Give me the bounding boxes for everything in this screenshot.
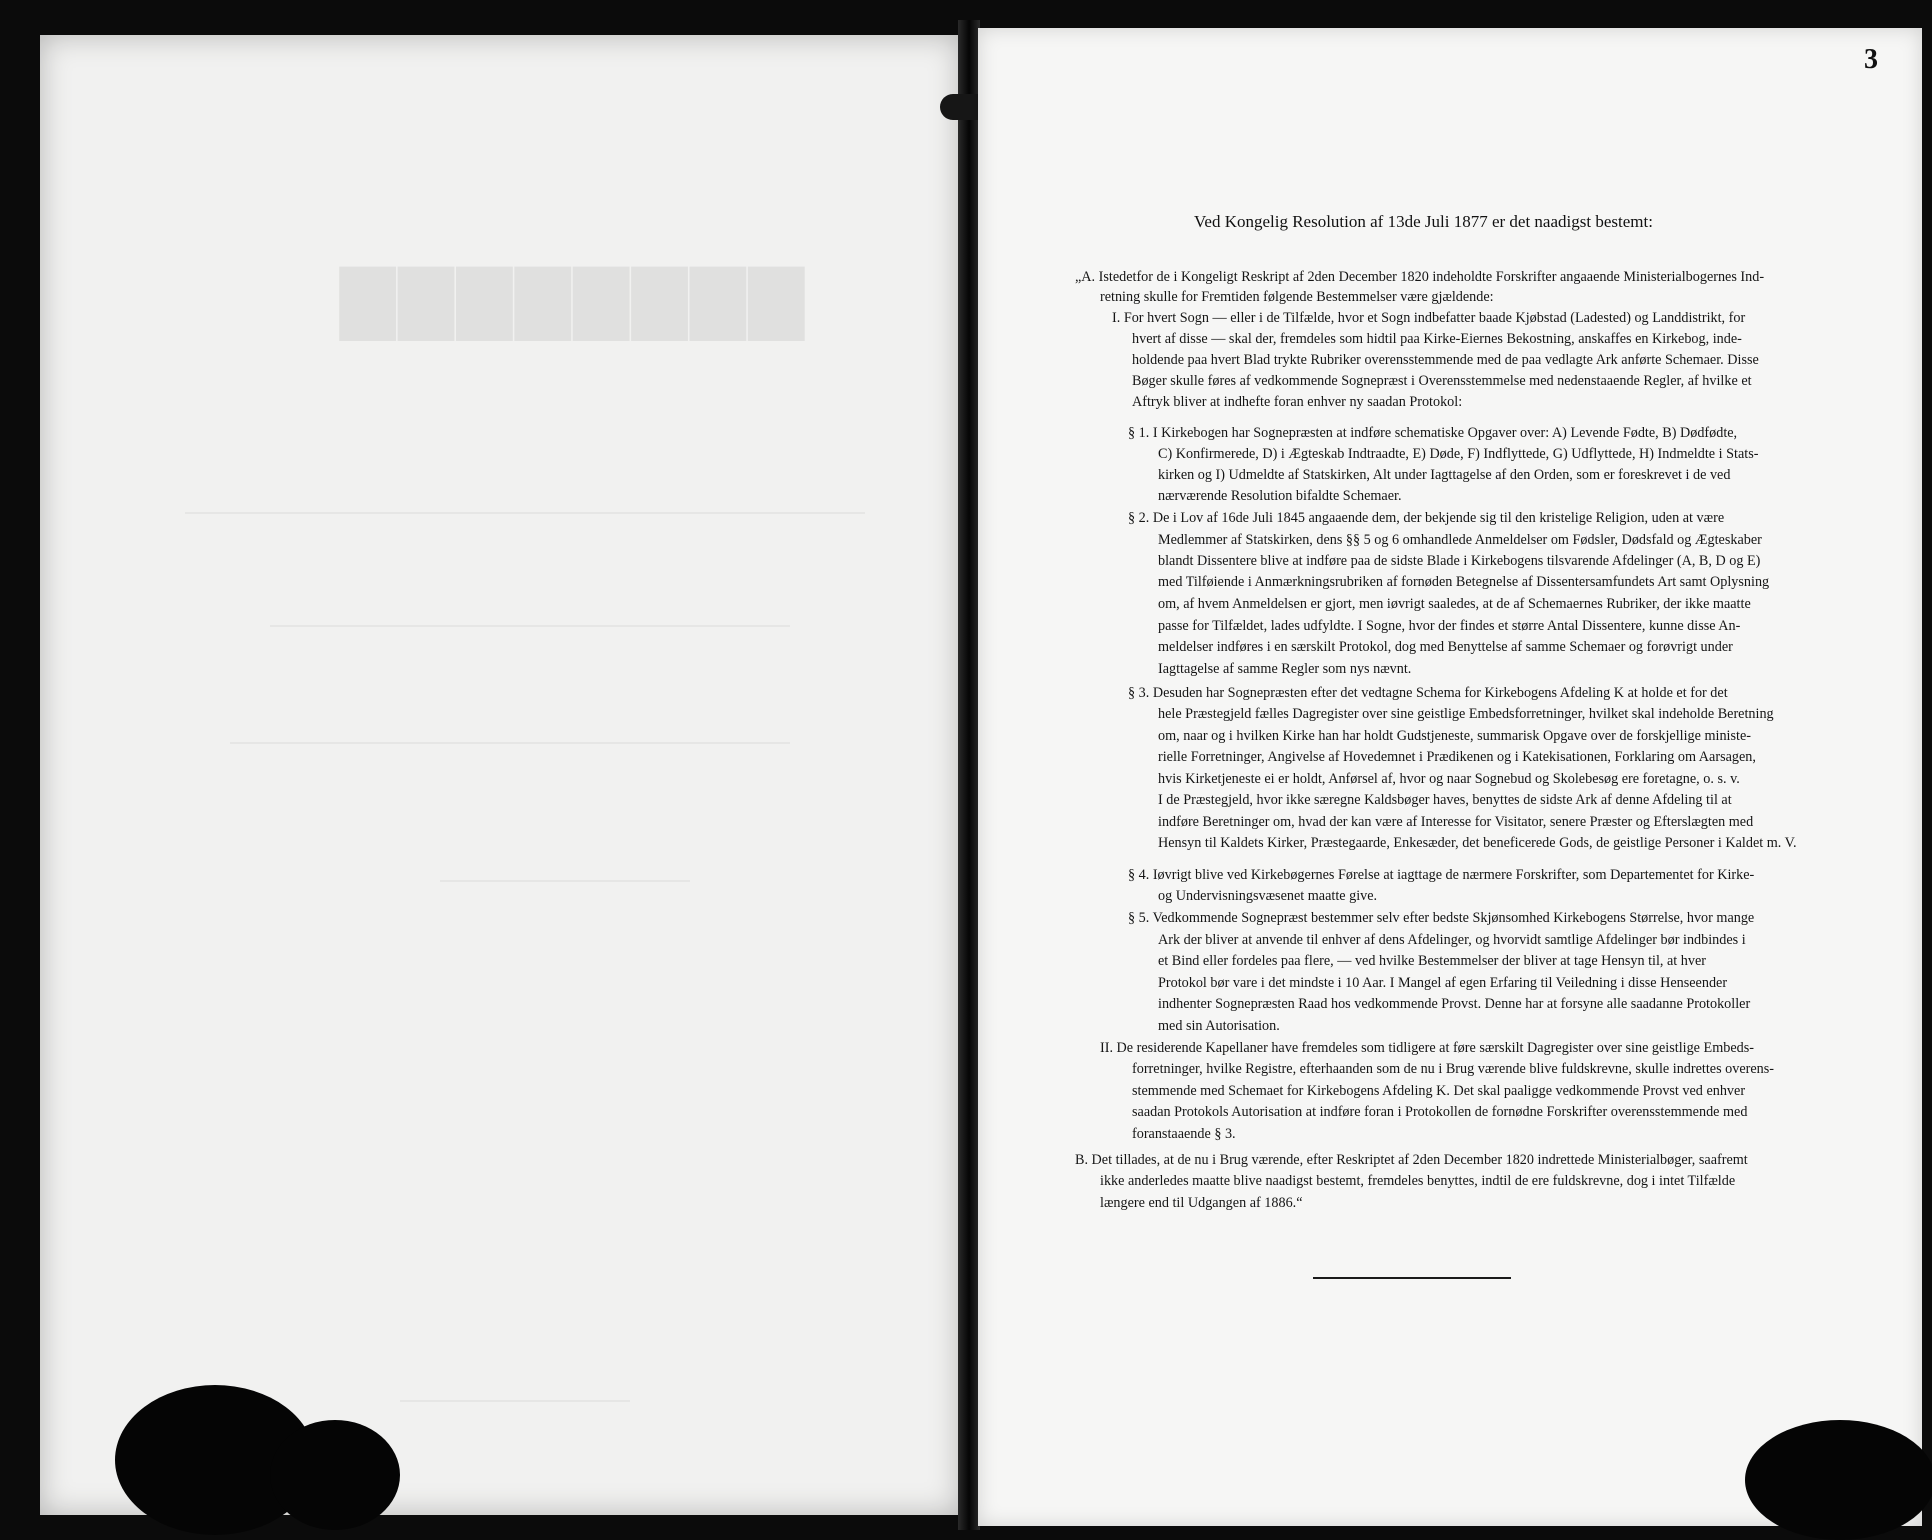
text-line: meldelser indføres i en særskilt Protokol, dog med Benyttelse af samme Schemaer og forøvrigt under xyxy=(1158,639,1733,655)
text-line: om, naar og i hvilken Kirke han har holdt Gudstjeneste, summarisk Opgave over de forskjellige ministe- xyxy=(1158,728,1751,744)
text-line: hele Præstegjeld fælles Dagregister over sine geistlige Embedsforretninger, hvilket skal indeholde Beretning xyxy=(1158,706,1774,722)
scan-stain-right xyxy=(1745,1420,1932,1540)
text-line: „A. Istedetfor de i Kongeligt Reskript af 2den December 1820 indeholdte Forskrifter angaaende Ministerialbogernes Ind- xyxy=(1075,269,1765,285)
text-line: med sin Autorisation. xyxy=(1158,1018,1280,1034)
text-line: forretninger, hvilke Registre, efterhaanden som de nu i Brug værende blive fuldskrevne, skulle indrettes overens- xyxy=(1132,1061,1775,1077)
text-line: indføre Beretninger om, hvad der kan være af Interesse for Visitator, senere Præster og Efterslægten med xyxy=(1158,814,1754,830)
text-line: C) Konfirmerede, D) i Ægteskab Indtraadte, E) Døde, F) Indflyttede, G) Udflyttede, H) Indmeldte i Stats- xyxy=(1158,446,1759,462)
text-line: I. For hvert Sogn — eller i de Tilfælde, hvor et Sogn indbefatter baade Kjøbstad (Ladested) og Landdistrikt, for xyxy=(1112,310,1746,326)
text-line: Bøger skulle føres af vedkommende Sognepræst i Overensstemmelse med nedenstaaende Regler, af hvilke et xyxy=(1132,373,1752,389)
scan-stain-left xyxy=(270,1420,400,1530)
resolution-heading: Ved Kongelig Resolution af 13de Juli 1877 er det naadigst bestemt: xyxy=(1194,212,1653,231)
text-line: Hensyn til Kaldets Kirker, Præstegaarde, Enkesæder, det beneficerede Gods, de geistlige Personer i Kaldet m. V. xyxy=(1158,835,1797,851)
page-number: 3 xyxy=(1864,44,1878,75)
text-line: § 1. I Kirkebogen har Sognepræsten at indføre schematiske Opgaver over: A) Levende Fødte, B) Dødfødte, xyxy=(1128,425,1738,441)
text-line: Medlemmer af Statskirken, dens §§ 5 og 6 omhandlede Anmeldelser om Fødsler, Dødsfald og Ægteskaber xyxy=(1158,532,1762,548)
text-line: hvis Kirketjeneste ei er holdt, Anførsel af, hvor og naar Sognebud og Skolebesøg ere foretagne, o. s. v. xyxy=(1158,771,1740,787)
text-line: § 2. De i Lov af 16de Juli 1845 angaaende dem, der bekjende sig til den kristelige Religion, uden at være xyxy=(1128,510,1725,526)
text-line: Protokol bør vare i det mindste i 10 Aar. I Mangel af egen Erfaring til Veiledning i disse Henseender xyxy=(1158,975,1728,991)
text-line: Ark der bliver at anvende til enhver af dens Afdelinger, og hvorvidt samtlige Afdelinger bør indbindes i xyxy=(1158,932,1746,948)
book-gutter xyxy=(958,20,980,1530)
text-line: retning skulle for Fremtiden følgende Bestemmelser være gjældende: xyxy=(1100,289,1494,305)
bleed-through-line xyxy=(270,625,790,627)
bleed-through-line xyxy=(185,512,865,514)
text-line: foranstaaende § 3. xyxy=(1132,1126,1236,1142)
text-line: indhenter Sognepræsten Raad hos vedkommende Provst. Denne har at forsyne alle saadanne Protokoller xyxy=(1158,996,1751,1012)
text-line: Aftryk bliver at indhefte foran enhver ny saadan Protokol: xyxy=(1132,394,1463,410)
text-line: et Bind eller fordeles paa flere, — ved hvilke Bestemmelser der bliver at tage Hensyn til, at hver xyxy=(1158,953,1706,969)
text-line: med Tilføiende i Anmærkningsrubriken af fornøden Betegnelse af Dissentersamfundets Art samt Oplysning xyxy=(1158,574,1770,590)
text-line: I de Præstegjeld, hvor ikke særegne Kaldsbøger haves, benyttes de sidste Ark af denne Afdeling til at xyxy=(1158,792,1732,808)
text-line: B. Det tillades, at de nu i Brug værende, efter Reskriptet af 2den December 1820 indrettede Ministerialbøger, saafremt xyxy=(1075,1152,1748,1168)
text-line: passe for Tilfældet, lades udfyldte. I Sogne, hvor der findes et større Antal Dissentere, kunne disse An- xyxy=(1158,618,1741,634)
text-line: og Undervisningsvæsenet maatte give. xyxy=(1158,888,1378,904)
text-line: II. De residerende Kapellaner have fremdeles som tidligere at føre særskilt Dagregister over sine geistlige Embeds- xyxy=(1100,1040,1754,1056)
text-line: nærværende Resolution bifaldte Schemaer. xyxy=(1158,488,1402,504)
text-line: længere end til Udgangen af 1886.“ xyxy=(1100,1195,1303,1211)
text-line: hvert af disse — skal der, fremdeles som hidtil paa Kirke-Eiernes Bekostning, anskaffes en Kirkebog, inde- xyxy=(1132,331,1742,347)
text-line: saadan Protokols Autorisation at indføre foran i Protokollen de fornødne Forskrifter overensstemmende med xyxy=(1132,1104,1748,1120)
bleed-through-line xyxy=(440,880,690,882)
text-line: stemmende med Schemaet for Kirkebogens Afdeling K. Det skal paaligge vedkommende Provst ved enhver xyxy=(1132,1083,1746,1099)
text-line: § 3. Desuden har Sognepræsten efter det vedtagne Schema for Kirkebogens Afdeling K at holde et for det xyxy=(1128,685,1728,701)
text-line: § 4. Iøvrigt blive ved Kirkebøgernes Førelse at iagttage de nærmere Forskrifter, som Departementet for Kirke- xyxy=(1128,867,1755,883)
text-line: ikke anderledes maatte blive naadigst bestemt, fremdeles benyttes, indtil de ere fuldskrevne, dog i intet Tilfælde xyxy=(1100,1173,1736,1189)
text-line: § 5. Vedkommende Sognepræst bestemmer selv efter bedste Skjønsomhed Kirkebogens Størrelse, hvor mange xyxy=(1128,910,1755,926)
text-line: om, af hvem Anmeldelsen er gjort, men iøvrigt saaledes, at de af Schemaernes Rubriker, der ikke maatte xyxy=(1158,596,1751,612)
text-line: kirken og I) Udmeldte af Statskirken, Alt under Iagttagelse af den Orden, som er foreskrevet i de ved xyxy=(1158,467,1731,483)
text-line: holdende paa hvert Blad trykte Rubriker overensstemmende med de paa vedlagte Ark anførte Schemaer. Disse xyxy=(1132,352,1759,368)
text-line: blandt Dissentere blive at indføre paa de sidste Blade i Kirkebogens tilsvarende Afdelinger (A, B, D og E) xyxy=(1158,553,1761,569)
bleed-through-title: ▇▇▇▇▇▇▇▇ xyxy=(340,255,807,340)
text-line: rielle Forretninger, Angivelse af Hovedemnet i Prædikenen og i Katekisationen, Forklaring om Aarsagen, xyxy=(1158,749,1756,765)
closing-rule xyxy=(1313,1277,1511,1279)
bleed-through-line xyxy=(230,742,790,744)
text-line: Iagttagelse af samme Regler som nys nævnt. xyxy=(1158,661,1412,677)
bleed-through-line xyxy=(400,1400,630,1402)
